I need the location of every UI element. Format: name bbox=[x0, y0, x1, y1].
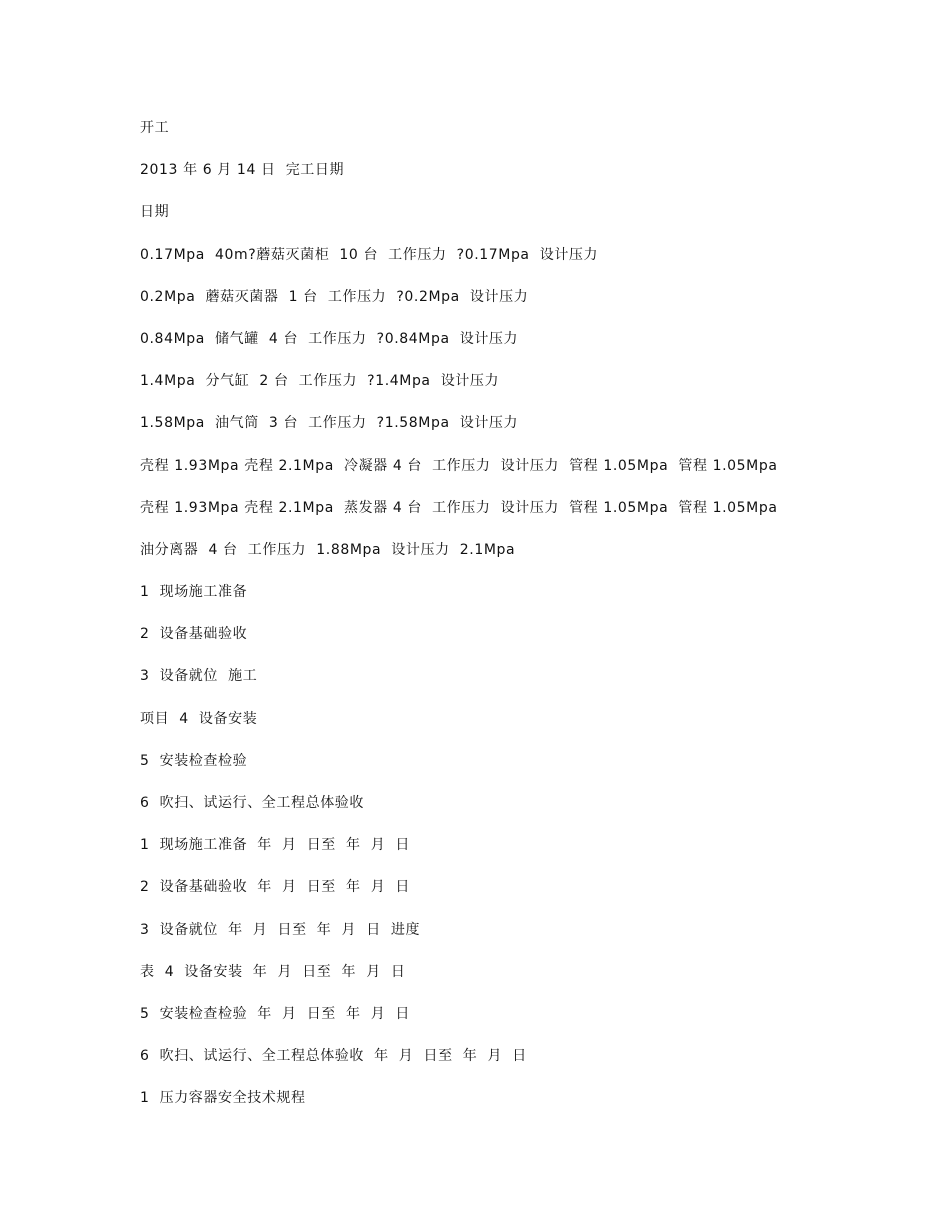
text-line-air-tank: 0.84Mpa 储气罐 4 台 工作压力 ?0.84Mpa 设计压力 bbox=[140, 330, 519, 347]
text-line-schedule-2: 2 设备基础验收 年 月 日至 年 月 日 bbox=[140, 879, 411, 896]
text-line-mushroom-sterilizer: 0.2Mpa 蘑菇灭菌器 1 台 工作压力 ?0.2Mpa 设计压力 bbox=[140, 288, 529, 305]
text-line-oil-separator: 油分离器 4 台 工作压力 1.88Mpa 设计压力 2.1Mpa bbox=[140, 541, 516, 558]
text-line-dates: 2013 年 6 月 14 日 完工日期 bbox=[140, 162, 345, 179]
text-line-gas-distributor: 1.4Mpa 分气缸 2 台 工作压力 ?1.4Mpa 设计压力 bbox=[140, 373, 500, 390]
document-body bbox=[140, 118, 920, 1131]
text-line-project-step-6: 6 吹扫、试运行、全工程总体验收 bbox=[140, 795, 365, 811]
text-line-project-step-1: 1 现场施工准备 bbox=[140, 584, 248, 601]
text-line-project-step-2: 2 设备基础验收 bbox=[140, 626, 248, 643]
text-line-regulation-1: 1 压力容器安全技术规程 bbox=[140, 1090, 306, 1107]
text-line-date-label: 日期 bbox=[140, 204, 170, 221]
text-line-project-step-3: 3 设备就位 施工 bbox=[140, 668, 258, 685]
text-line-schedule-3: 3 设备就位 年 月 日至 年 月 日 进度 bbox=[140, 921, 421, 938]
text-line-schedule-6: 6 吹扫、试运行、全工程总体验收 年 月 日至 年 月 日 bbox=[140, 1048, 527, 1065]
text-line-oil-gas-cylinder: 1.58Mpa 油气筒 3 台 工作压力 ?1.58Mpa 设计压力 bbox=[140, 415, 519, 432]
text-line-project-step-4: 项目 4 设备安装 bbox=[140, 710, 258, 727]
text-line-start-label: 开工 bbox=[140, 120, 170, 136]
text-line-schedule-4: 表 4 设备安装 年 月 日至 年 月 日 bbox=[140, 963, 406, 980]
text-line-schedule-5: 5 安装检查检验 年 月 日至 年 月 日 bbox=[140, 1005, 411, 1022]
text-line-evaporator: 壳程 1.93Mpa 壳程 2.1Mpa 蒸发器 4 台 工作压力 设计压力 管程 1.05Mpa 管程 1.05Mpa bbox=[140, 499, 778, 516]
text-line-schedule-1: 1 现场施工准备 年 月 日至 年 月 日 bbox=[140, 837, 411, 854]
text-line-condenser: 壳程 1.93Mpa 壳程 2.1Mpa 冷凝器 4 台 工作压力 设计压力 管程 1.05Mpa 管程 1.05Mpa bbox=[140, 457, 778, 474]
text-line-project-step-5: 5 安装检查检验 bbox=[140, 752, 248, 769]
text-line-mushroom-sterilizer-cabinet: 0.17Mpa 40m?蘑菇灭菌柜 10 台 工作压力 ?0.17Mpa 设计压力 bbox=[140, 246, 599, 263]
